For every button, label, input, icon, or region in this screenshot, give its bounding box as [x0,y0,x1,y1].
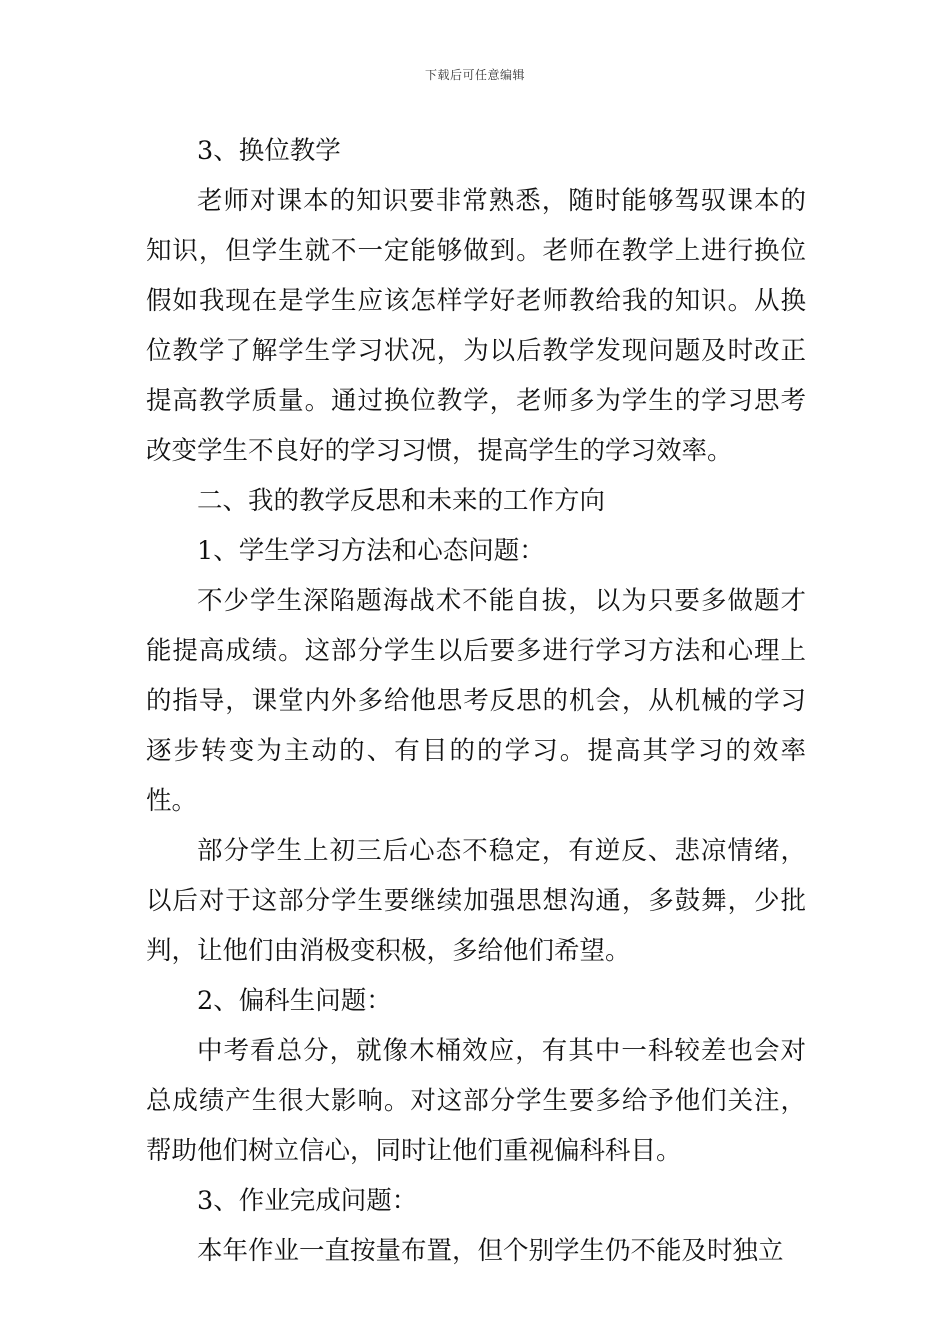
section-heading-position-swap: 3、换位教学 [197,136,341,166]
page-header-note: 下载后可任意编辑 [424,68,525,82]
subheading-subject-bias: 2、偏科生问题： [197,986,392,1016]
document-body [146,126,806,1276]
paragraph-homework: 本年作业一直按量布置，但个别学生仍不能及时独立 [197,1236,784,1266]
paragraph-study-methods: 不少学生深陷题海战术不能自拔，以为只要多做题才能提高成绩。这部分学生以后要多进行学习方法和心理上的指导，课堂内外多给他思考反思的机会，从机械的学习逐步转变为主动的、有目的的学习。提高其学习的效率性。 [146,586,806,816]
subheading-study-methods: 1、学生学习方法和心态问题： [197,536,545,566]
subheading-homework: 3、作业完成问题： [197,1186,418,1216]
paragraph-mindset: 部分学生上初三后心态不稳定，有逆反、悲凉情绪，以后对于这部分学生要继续加强思想沟通，多鼓舞，少批判，让他们由消极变积极，多给他们希望。 [146,836,806,966]
section-heading-reflection: 二、我的教学反思和未来的工作方向 [197,486,606,516]
paragraph-subject-bias: 中考看总分，就像木桶效应，有其中一科较差也会对总成绩产生很大影响。对这部分学生要多给予他们关注，帮助他们树立信心，同时让他们重视偏科科目。 [146,1036,806,1166]
paragraph-position-swap: 老师对课本的知识要非常熟悉，随时能够驾驭课本的知识，但学生就不一定能够做到。老师在教学上进行换位假如我现在是学生应该怎样学好老师教给我的知识。从换位教学了解学生学习状况，为以后教学发现问题及时改正提高教学质量。通过换位教学，老师多为学生的学习思考改变学生不良好的学习习惯，提高学生的学习效率。 [146,186,806,466]
